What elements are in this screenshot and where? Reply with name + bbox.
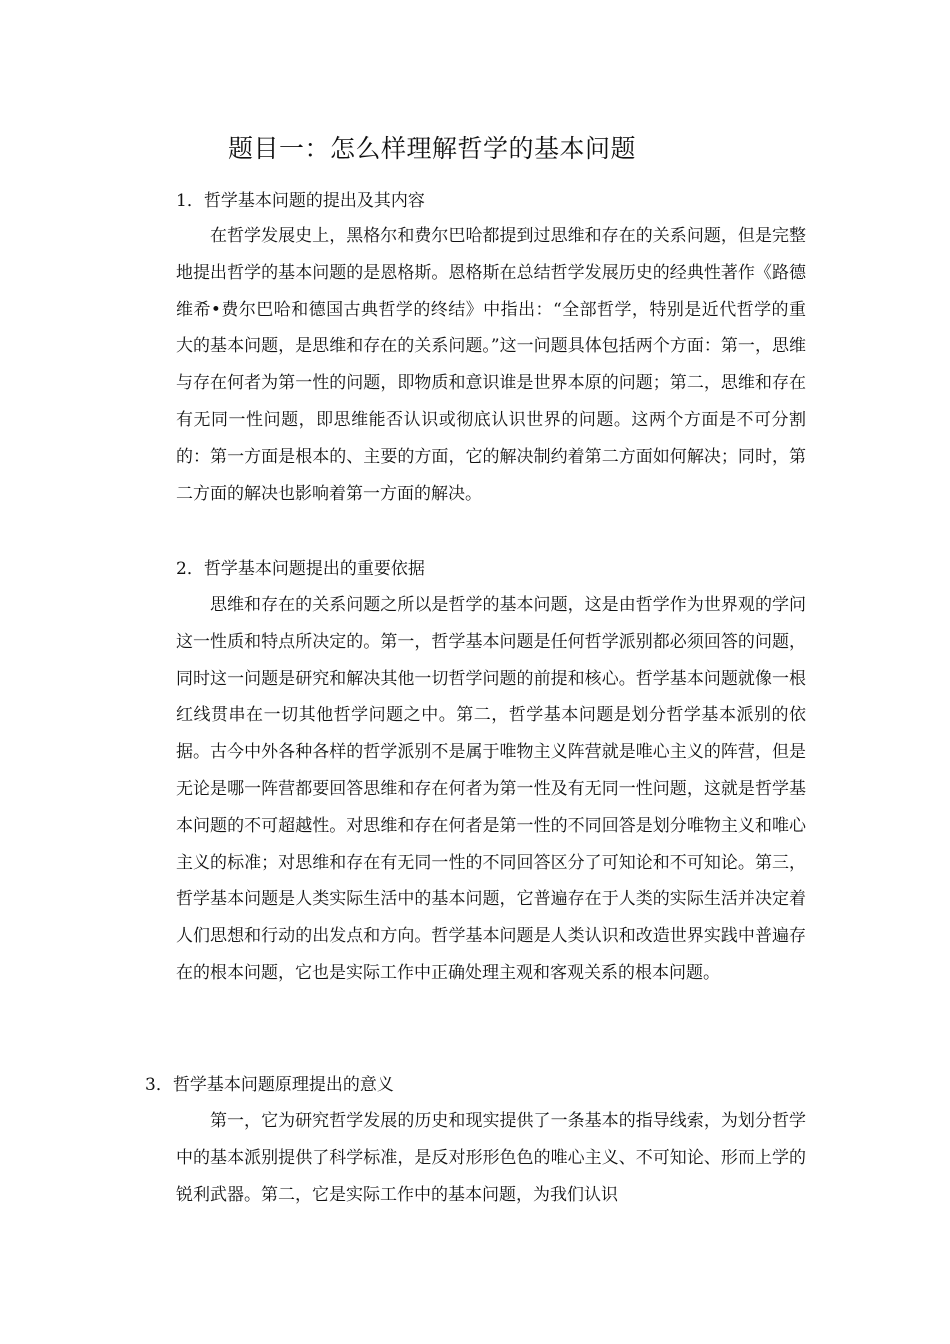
section-paragraph-1: 在哲学发展史上，黑格尔和费尔巴哈都提到过思维和存在的关系问题，但是完整地提出哲学的基本问题的是恩格斯。恩格斯在总结哲学发展历史的经典性著作《路德维希•费尔巴哈和德国古典哲学的终结》中指出：“全部哲学，特别是近代哲学的重大的基本问题，是思维和存在的关系问题。”这一问题具体包括两个方面：第一，思维与存在何者为第一性的问题，即物质和意识谁是世界本原的问题；第二，思维和存在有无同一性问题，即思维能否认识或彻底认识世界的问题。这两个方面是不可分割的：第一方面是根本的、主要的方面，它的解决制约着第二方面如何解决；同时，第二方面的解决也影响着第一方面的解决。 — [176, 226, 806, 504]
section-heading-2: 2．哲学基本问题提出的重要依据 — [176, 559, 425, 579]
section-heading-1: 1．哲学基本问题的提出及其内容 — [176, 191, 425, 211]
section-paragraph-3: 第一，它为研究哲学发展的历史和现实提供了一条基本的指导线索，为划分哲学中的基本派别提供了科学标准，是反对形形色色的唯心主义、不可知论、形而上学的锐利武器。第二，它是实际工作中的基本问题，为我们认识 — [176, 1111, 806, 1205]
section-heading-3: 3．哲学基本问题原理提出的意义 — [145, 1075, 394, 1095]
document-title: 题目一：怎么样理解哲学的基本问题 — [228, 134, 637, 163]
section-paragraph-2: 思维和存在的关系问题之所以是哲学的基本问题，这是由哲学作为世界观的学问这一性质和特点所决定的。第一，哲学基本问题是任何哲学派别都必须回答的问题，同时这一问题是研究和解决其他一切哲学问题的前提和核心。哲学基本问题就像一根红线贯串在一切其他哲学问题之中。第二，哲学基本问题是划分哲学基本派别的依据。古今中外各种各样的哲学派别不是属于唯物主义阵营就是唯心主义的阵营，但是无论是哪一阵营都要回答思维和存在何者为第一性及有无同一性问题，这就是哲学基本问题的不可超越性。对思维和存在何者是第一性的不同回答是划分唯物主义和唯心主义的标准；对思维和存在有无同一性的不同回答区分了可知论和不可知论。第三，哲学基本问题是人类实际生活中的基本问题，它普遍存在于人类的实际生活并决定着人们思想和行动的出发点和方向。哲学基本问题是人类认识和改造世界实践中普遍存在的根本问题，它也是实际工作中正确处理主观和客观关系的根本问题。 — [176, 595, 806, 983]
